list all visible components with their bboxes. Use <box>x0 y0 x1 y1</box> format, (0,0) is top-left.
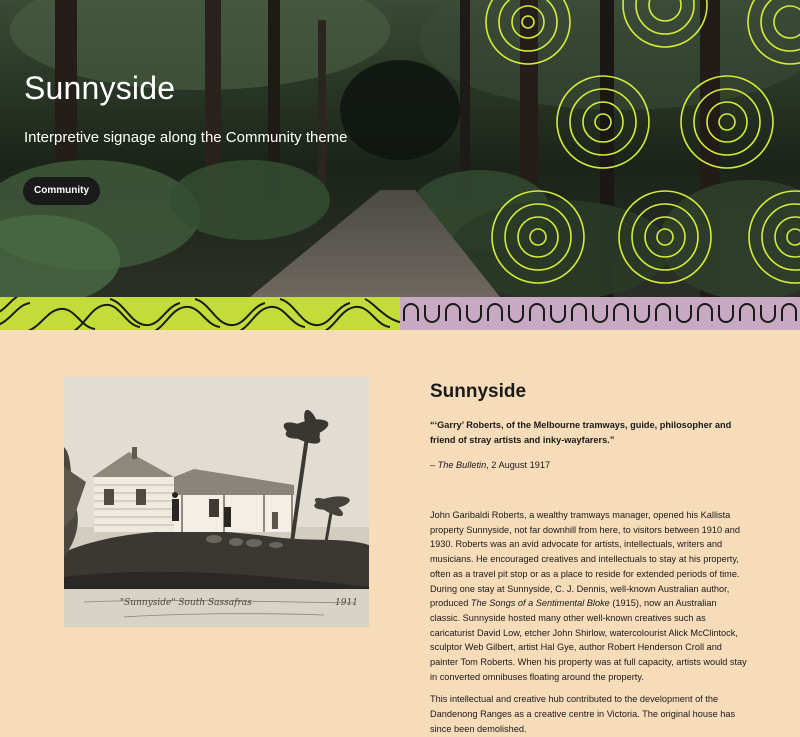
attribution-date: , 2 August 1917 <box>486 460 551 470</box>
article-quote: “‘Garry’ Roberts, of the Melbourne tramways, guide, philosopher and friend of stray artists and inky-wayfarers.” <box>430 420 732 445</box>
arches-pattern <box>400 297 800 330</box>
book-title: The Songs of a Sentimental Bloke <box>470 598 610 609</box>
article-paragraph-1 <box>430 508 748 684</box>
hero-banner <box>0 0 800 297</box>
photo-caption: "Sunnyside" South Sassafras <box>120 598 252 608</box>
paragraph-1-text-a: John Garibaldi Roberts, a wealthy tramways manager, opened his Kallista property Sunnyside, not far downhill from here, to visitors between 1910 and 1930. Roberts was an avid advocate for artists, intellectuals, writers and musicians. He encouraged creatives and intellectuals to stay at his property, often as a travel pit stop or as a place to reside for extended periods of time. During one stay at Sunnyside, C. J. Dennis, well-known Australian author, produced <box>430 510 740 609</box>
article-heading: Sunnyside <box>430 381 527 402</box>
attribution-dash: – <box>430 460 438 470</box>
page-subtitle: Interpretive signage along the Community theme <box>24 129 348 146</box>
article <box>430 380 748 737</box>
paragraph-1-text-b: (1915), now an Australian classic. Sunnyside hosted many other well-known creatives such as caricaturist David Low, etcher John Shirlow, watercolourist Alick McClintock, sculptor Web Gilbert, artist Hal Gye, author Robert Henderson Croll and painter Tom Roberts. When his property was at full capacity, artists would stay in converted omnibuses floating around the property. <box>430 598 747 682</box>
photo-year: 1911 <box>335 598 358 608</box>
quote-attribution <box>430 458 748 472</box>
community-tag-button[interactable]: Community <box>23 177 100 205</box>
decorative-pattern-band <box>0 297 800 330</box>
concentric-circles-pattern <box>0 0 800 297</box>
page-title: Sunnyside <box>24 70 176 106</box>
attribution-source: The Bulletin <box>437 460 487 470</box>
historic-house-photo <box>64 377 369 627</box>
wavy-lines-pattern <box>0 297 400 330</box>
article-paragraph-2: This intellectual and creative hub contributed to the development of the Dandenong Ranges as a creative centre in Victoria. The original house has since been demolished. <box>430 694 736 734</box>
